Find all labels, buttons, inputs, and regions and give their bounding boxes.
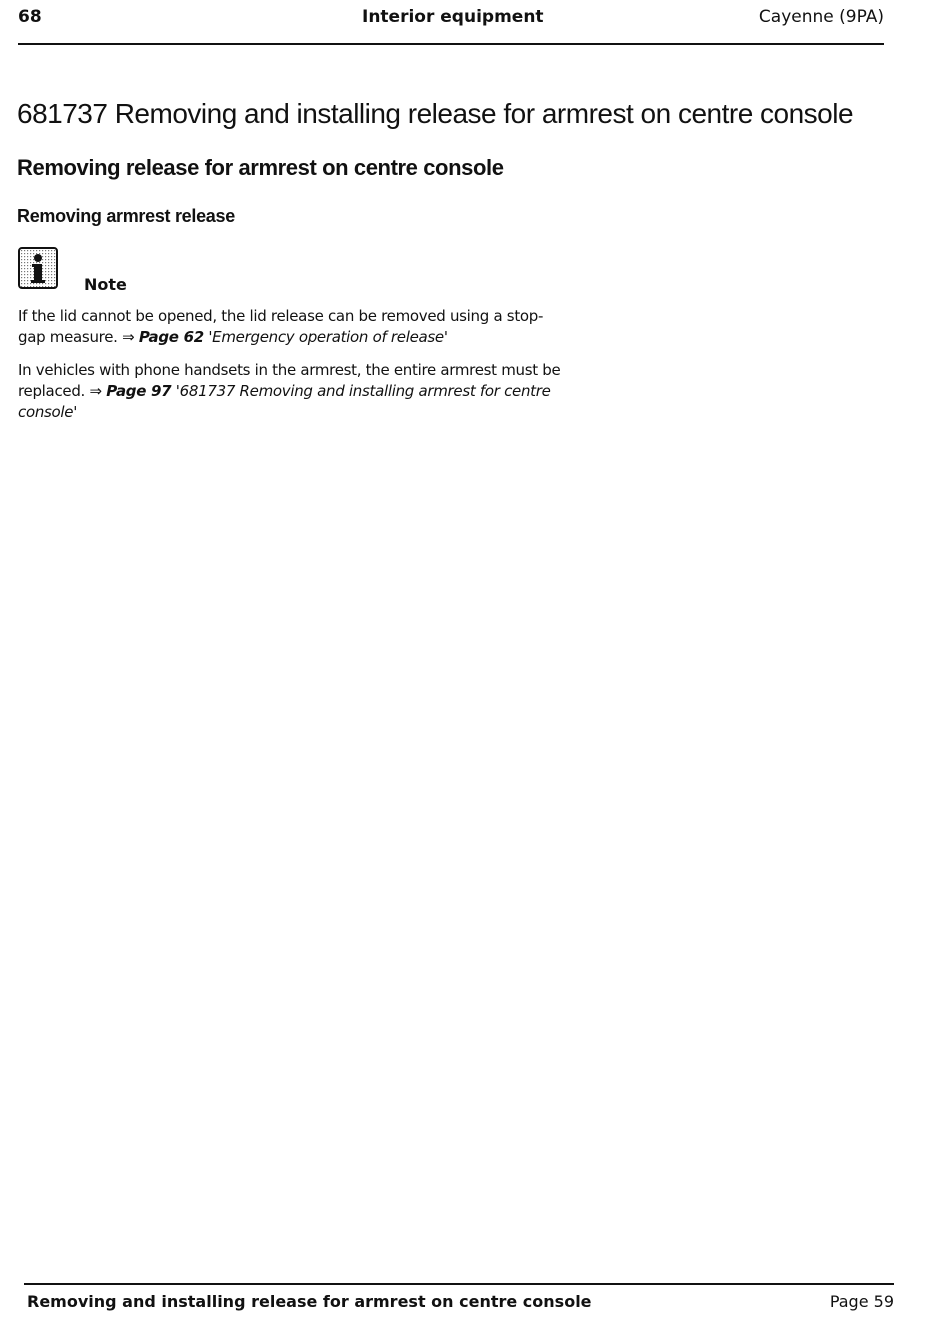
header-divider — [18, 43, 884, 45]
page-title: 681737 Removing and installing release for armrest on centre console — [17, 98, 854, 129]
reference-title: 'Emergency operation of release' — [208, 328, 448, 346]
footer-title: Removing and installing release for armrest on centre console — [27, 1292, 592, 1311]
note-paragraph — [18, 360, 563, 423]
footer-divider — [24, 1283, 894, 1285]
paragraph-text: In vehicles with phone handsets in the armrest, the entire armrest must be replaced. — [18, 361, 561, 400]
note-paragraph — [18, 306, 563, 348]
note-label: Note — [84, 275, 127, 294]
footer-page-number: Page 59 — [829, 1292, 894, 1311]
header-page-number: 68 — [18, 7, 42, 27]
paragraph-text: If the lid cannot be opened, the lid release can be removed using a stop-gap measure. — [18, 307, 544, 346]
section-heading: Removing release for armrest on centre console — [17, 155, 504, 180]
header-model: Cayenne (9PA) — [758, 7, 884, 27]
reference-page: Page 62 — [138, 328, 204, 346]
arrow-icon: ⇒ — [122, 328, 135, 346]
header-section-title: Interior equipment — [362, 7, 544, 27]
reference-page: Page 97 — [106, 382, 172, 400]
reference-title: '681737 Removing and installing armrest for centre console' — [18, 382, 551, 421]
info-icon — [18, 247, 58, 289]
arrow-icon: ⇒ — [89, 382, 102, 400]
page-reference-link[interactable] — [139, 328, 448, 346]
subsection-heading: Removing armrest release — [17, 206, 235, 226]
